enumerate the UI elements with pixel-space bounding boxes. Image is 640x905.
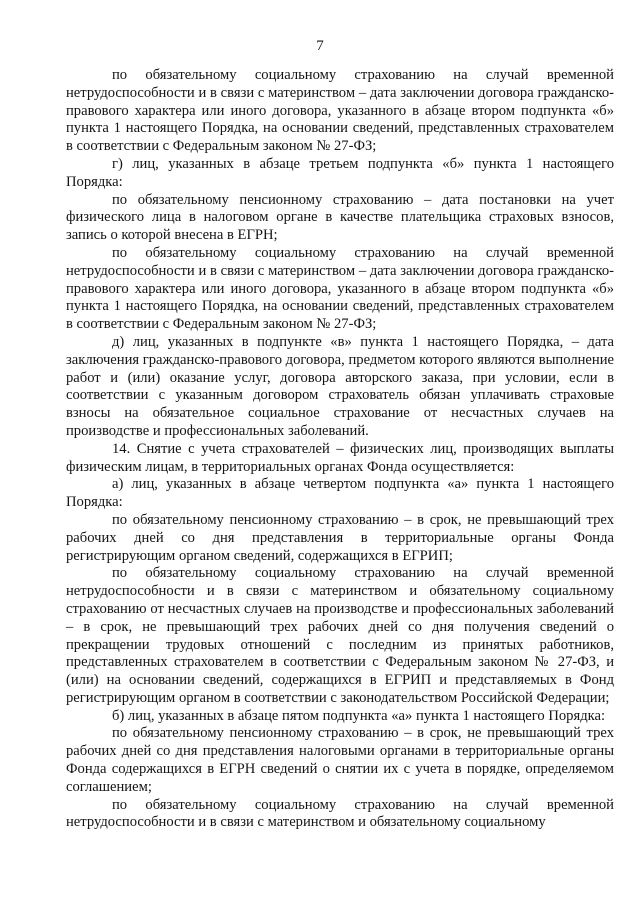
paragraph-10: б) лиц, указанных в абзаце пятом подпункта «а» пункта 1 настоящего Порядка: <box>112 707 606 724</box>
paragraph-6: 14. Снятие с учета страхователей – физических лиц, производящих выплаты физическим лицам, в территориальных органах Фонда осуществляется: <box>66 440 614 475</box>
paragraph-3: по обязательному пенсионному страхованию – дата постановки на учет физического лица в налоговом органе в качестве плательщика страховых взносов, запись о которой внесена в ЕГРН; <box>66 191 614 244</box>
paragraph-2: г) лиц, указанных в абзаце третьем подпункта «б» пункта 1 настоящего Порядка: <box>66 155 614 190</box>
paragraph-1: по обязательному социальному страхованию на случай временной нетрудоспособности и в связи с материнством – дата заключении договора гражданско-правового характера или иного договора, указанного в абзаце втором подпункта «б» пункта 1 настоящего Порядка, на основании сведений, представленных страхователем в соответствии с Федеральным законом № 27-ФЗ; <box>66 67 614 155</box>
paragraph-4: по обязательному социальному страхованию на случай временной нетрудоспособности и в связи с материнством – дата заключении договора гражданско-правового характера или иного договора, указанного в абзаце втором подпункта «б» пункта 1 настоящего Порядка, на основании сведений, представленных страхователем в соответствии с Федеральным законом № 27-ФЗ; <box>66 244 614 333</box>
paragraph-5: д) лиц, указанных в подпункте «в» пункта 1 настоящего Порядка, – дата заключения гражданско-правового договора, предметом которого являются выполнение работ и (или) оказание услуг, договора авторского заказа, при условии, если в соответствии с указанным договором страхователь обязан уплачивать страховые взносы на обязательное социальное страхование от несчастных случаев на производстве и профессиональных заболеваний. <box>66 333 614 439</box>
document-body <box>66 67 614 832</box>
paragraph-8: по обязательному пенсионному страхованию – в срок, не превышающий трех рабочих дней со дня представления в территориальные органы Фонда регистрирующим органом сведений, содержащихся в ЕГРИП; <box>66 511 614 564</box>
page-number: 7 <box>316 38 324 54</box>
paragraph-9: по обязательному социальному страхованию на случай временной нетрудоспособности и в связи с материнством и обязательному социальному страхованию от несчастных случаев на производстве и профессиональных заболеваний – в срок, не превышающий трех рабочих дней со дня получения сведений о прекращении трудовых отношений с последним из принятых работников, представленных страхователем в соответствии с Федеральным законом № 27-ФЗ, и (или) на основании сведений, содержащихся в ЕГРИП и представляемых в Фонд регистрирующим органом в соответствии с законодательством Российской Федерации; <box>66 565 614 706</box>
paragraph-11: по обязательному пенсионному страхованию – в срок, не превышающий трех рабочих дней со дня представления налоговыми органами в территориальные органы Фонда содержащихся в ЕГРН сведений о снятии их с учета в порядке, определяемом соглашением; <box>66 725 614 795</box>
paragraph-12: по обязательному социальному страхованию на случай временной нетрудоспособности и в связи с материнством и обязательному социальному <box>66 796 614 831</box>
paragraph-7: а) лиц, указанных в абзаце четвертом подпункта «а» пункта 1 настоящего Порядка: <box>66 476 614 511</box>
